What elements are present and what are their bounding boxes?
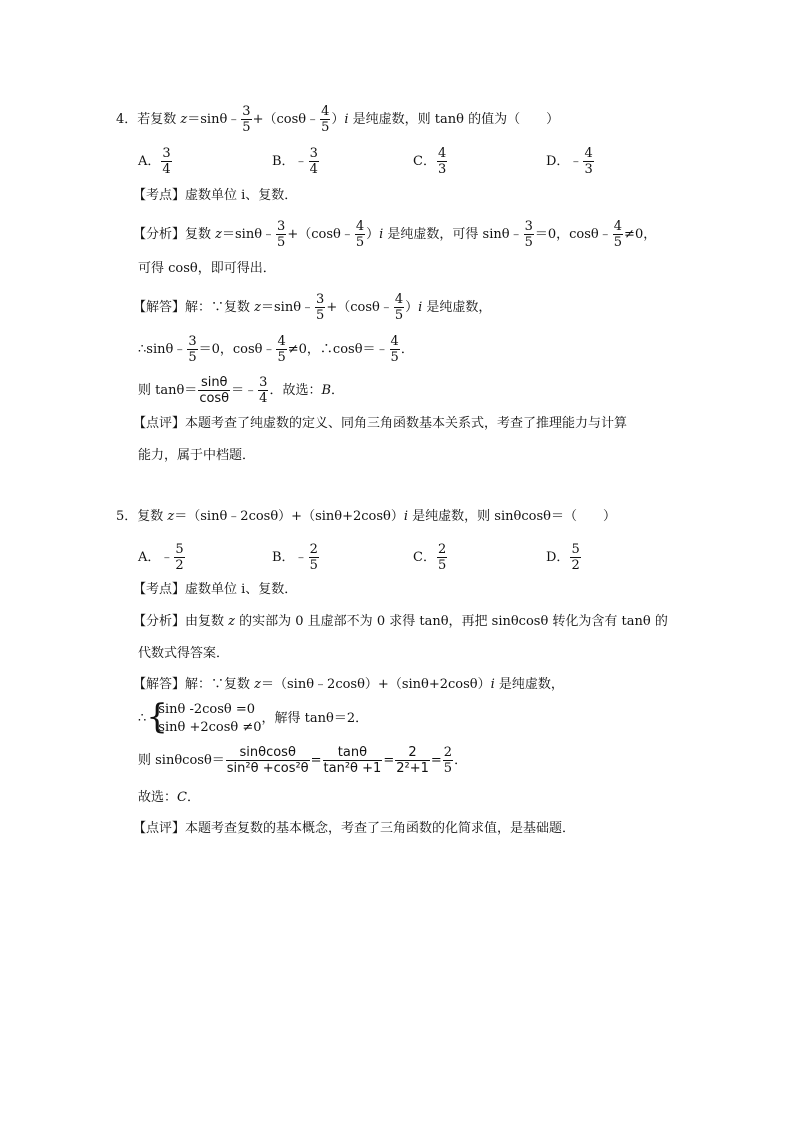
q5-stem: 5．复数 z＝（sinθ﹣2cosθ）+（sinθ+2cosθ）i 是纯虚数，则 sinθcosθ＝（ ） xyxy=(116,509,616,524)
q4-option-a: A． $\frac{3}{4}$ xyxy=(138,146,171,177)
equation-system: { sinθ -2cosθ =0 sinθ +2cosθ ≠0 xyxy=(146,696,262,737)
q5-option-a: A．﹣ $\frac{5}{2}$ xyxy=(138,542,184,573)
q5-kaodian: 【考点】虚数单位 i、复数． xyxy=(133,582,298,597)
q4-dianping: 【点评】本题考查了纯虚数的定义、同角三角函数基本关系式，考查了推理能力与计算 xyxy=(133,416,628,431)
q5-guxuan: 故选：C． xyxy=(138,790,200,805)
q4-jieda: 【解答】解：∵复数 z＝sinθ﹣ $\frac{3}{5}$ +（cosθ﹣ $\frac{4}{5}$ ）i 是纯虚数， xyxy=(133,292,492,323)
q4-option-c: C． $\frac{4}{3}$ xyxy=(413,146,447,177)
q5-dianping: 【点评】本题考查复数的基本概念，考查了三角函数的化简求值，是基础题． xyxy=(133,821,576,836)
q5-fenxi-line2: 代数式得答案． xyxy=(138,646,230,661)
q4-fenxi: 【分析】复数 z＝sinθ﹣ $\frac{3}{5}$ +（cosθ﹣ $\frac{4}{5}$ ）i 是纯虚数，可得 sinθ﹣ $\frac{3}{5}$ ＝0，cosθ﹣ $\frac{4}{5}$ ≠0， xyxy=(133,219,657,250)
q4-stem: 4．若复数 z＝sinθ﹣ $\frac{3}{5}$ +（cosθ﹣ $\frac{4}{5}$ ）i 是纯虚数，则 tanθ 的值为（ ） xyxy=(116,104,560,135)
q4-fenxi-line2: 可得 cosθ，即可得出． xyxy=(138,261,276,276)
q5-option-d: D． $\frac{5}{2}$ xyxy=(546,542,580,573)
fraction: $\frac{4}{5}$ xyxy=(321,104,330,135)
q5-jieda-line3: 则 sinθcosθ＝ $\frac{\sin\theta\cos\theta}{\text{sin²θ +cos²θ}}$ = $\frac{\tan\theta}{\text{tan²θ +1}}$ = $\frac{2}{\text{2²+1}}$ = $\frac{2}{5}$ ． xyxy=(138,745,468,776)
q5-option-c: C． $\frac{2}{5}$ xyxy=(413,542,447,573)
q5-jieda: 【解答】解：∵复数 z＝（sinθ﹣2cosθ）+（sinθ+2cosθ）i 是纯虚数， xyxy=(133,677,564,692)
q4-jieda-line2: ∴sinθ﹣ $\frac{3}{5}$ ＝0，cosθ﹣ $\frac{4}{5}$ ≠0，∴cosθ＝﹣ $\frac{4}{5}$ ． xyxy=(138,334,414,365)
q4-dianping-line2: 能力，属于中档题． xyxy=(138,448,256,463)
q4-option-b: B．﹣ $\frac{3}{4}$ xyxy=(272,146,318,177)
q5-option-b: B．﹣ $\frac{2}{5}$ xyxy=(272,542,318,573)
q4-jieda-line3: 则 tanθ＝ $\frac{\sin\theta}{\cos\theta}$ ＝﹣ $\frac{3}{4}$ ．故选：B． xyxy=(138,375,345,406)
q4-option-d: D．﹣ $\frac{4}{3}$ xyxy=(546,146,593,177)
fraction: $\frac{3}{5}$ xyxy=(242,104,251,135)
q5-fenxi: 【分析】由复数 z 的实部为 0 且虚部不为 0 求得 tanθ，再把 sinθcosθ 转化为含有 tanθ 的 xyxy=(133,614,668,629)
q5-system: ∴ { sinθ -2cosθ =0 sinθ +2cosθ ≠0 ，解得 tanθ＝2． xyxy=(138,696,369,737)
q4-kaodian: 【考点】虚数单位 i、复数． xyxy=(133,188,298,203)
